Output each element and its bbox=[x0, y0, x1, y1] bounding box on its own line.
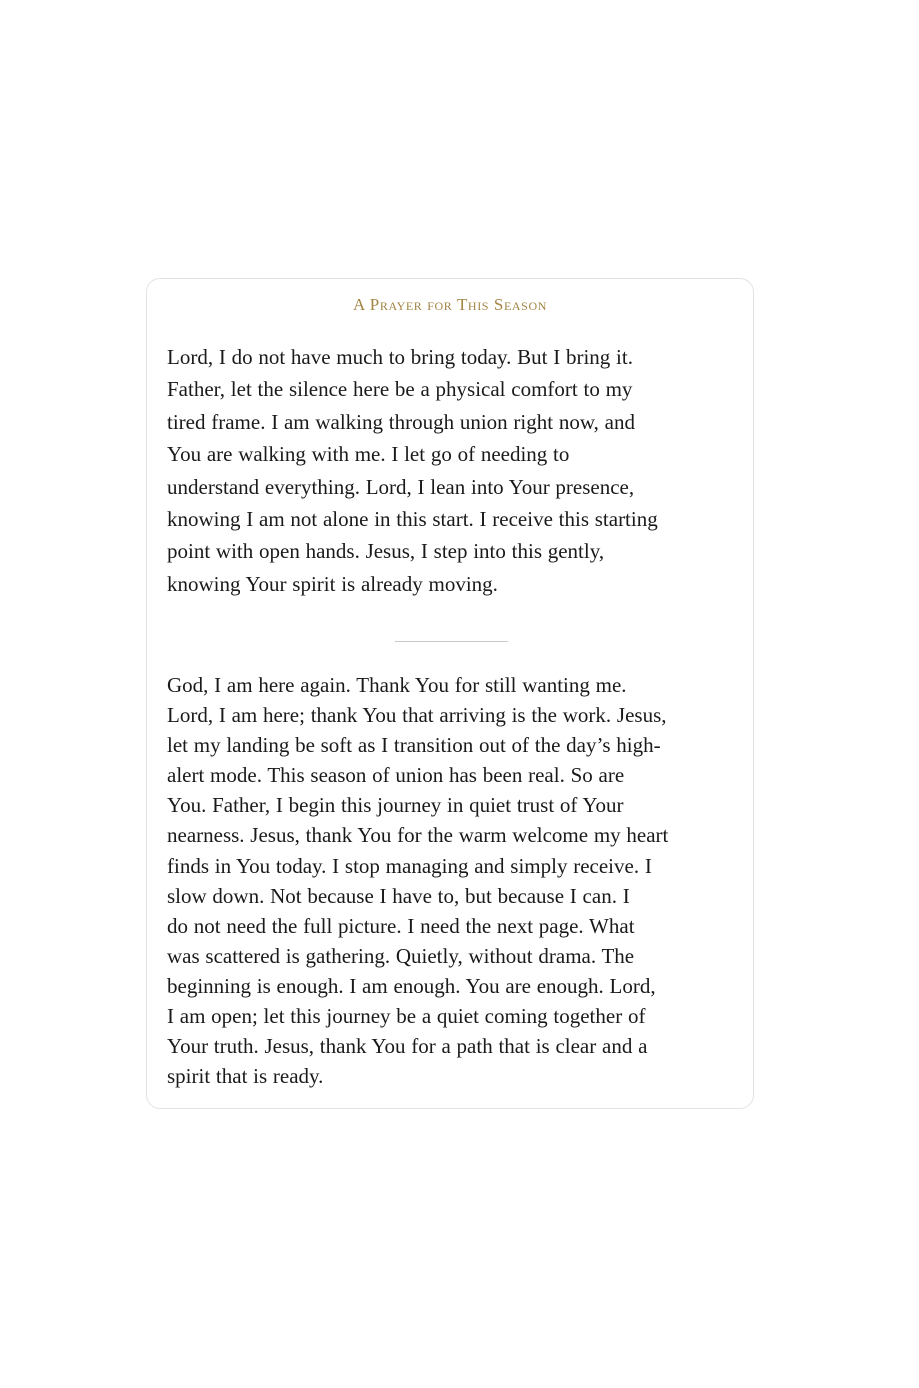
prayer-paragraph-2: God, I am here again. Thank You for still wanting me. Lord, I am here; thank You that arriving is the work. Jesus, let my landing be soft as I transition out of the day’s high- alert mode. This season of union has been real. So are You. Father, I begin this journey in quiet trust of Your nearness. Jesus, thank You for the warm welcome my heart finds in You today. I stop managing and simply receive. I slow down. Not because I have to, but because I can. I do not need the full picture. I need the next page. What was scattered is gathering. Quietly, without drama. The beginning is enough. I am enough. You are enough. Lord, I am open; let this journey be a quiet coming together of Your truth. Jesus, thank You for a path that is clear and a spirit that is ready. bbox=[167, 673, 669, 1089]
prayer-card bbox=[146, 278, 754, 1109]
section-divider bbox=[395, 641, 508, 642]
card-title: A Prayer for This Season bbox=[353, 295, 547, 314]
prayer-paragraph-1: Lord, I do not have much to bring today. But I bring it. Father, let the silence here be a physical comfort to my tired frame. I am walking through union right now, and You are walking with me. I let go of needing to understand everything. Lord, I lean into Your presence, knowing I am not alone in this start. I receive this starting point with open hands. Jesus, I step into this gently, knowing Your spirit is already moving. bbox=[167, 345, 658, 596]
